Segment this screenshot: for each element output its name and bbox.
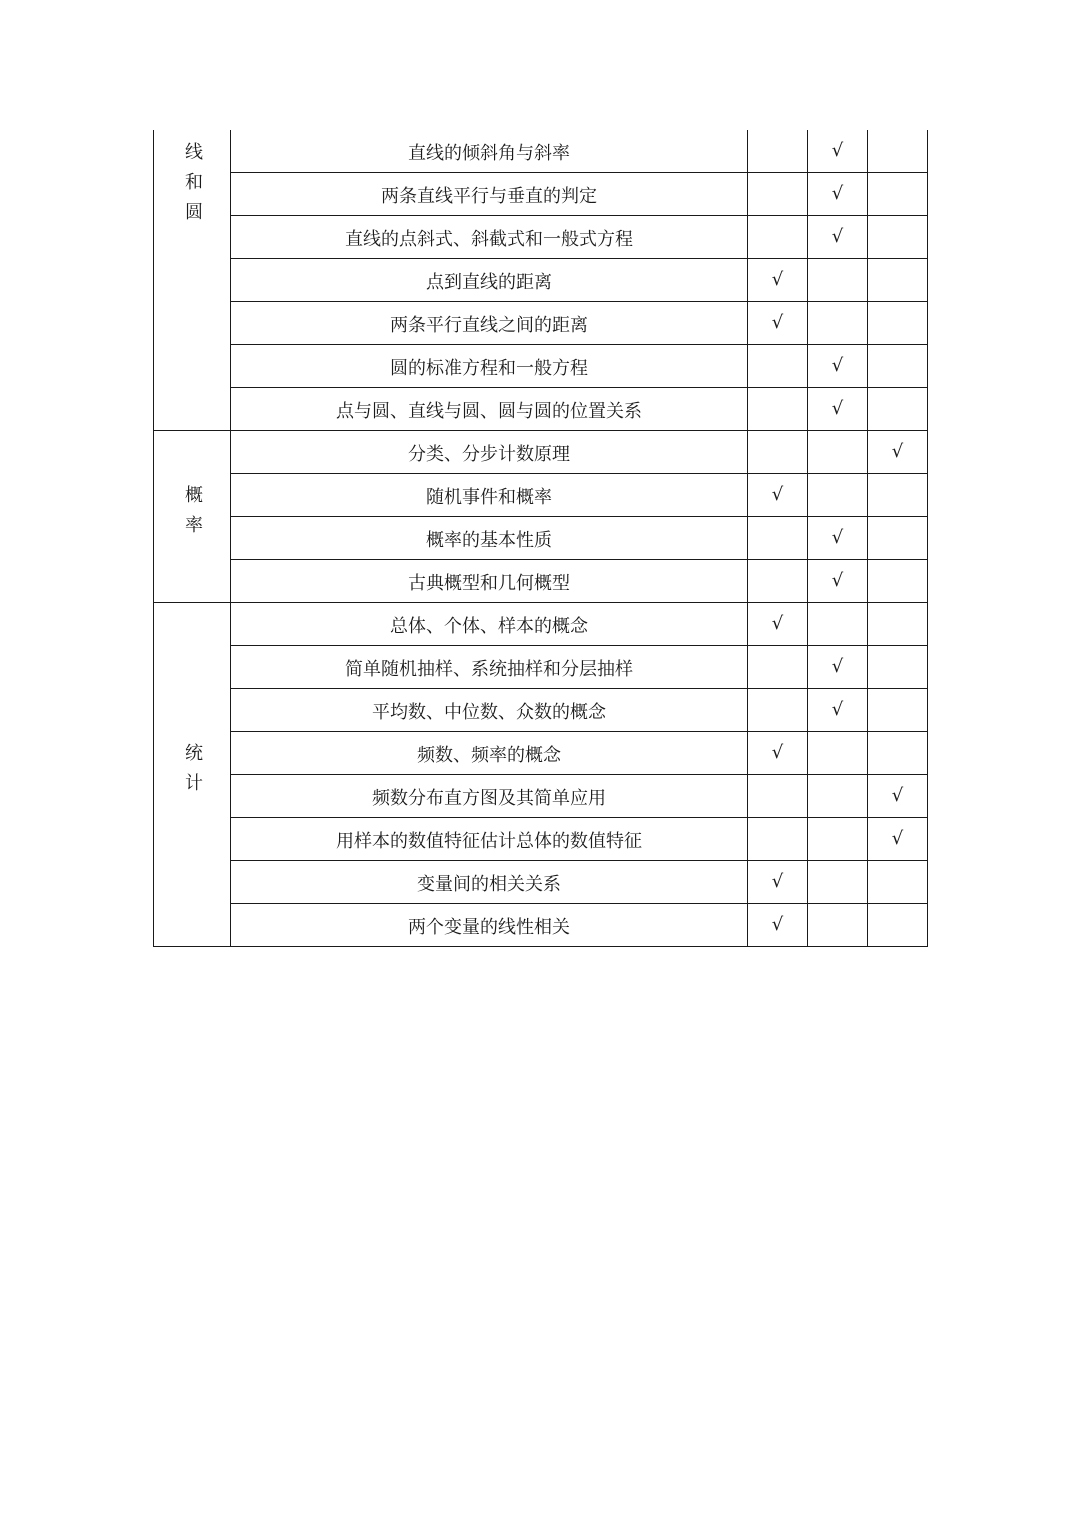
table-row bbox=[154, 388, 928, 431]
topic-cell: 简单随机抽样、系统抽样和分层抽样 bbox=[231, 646, 748, 689]
check-cell-2: √ bbox=[808, 646, 868, 689]
check-cell-3 bbox=[868, 904, 928, 947]
check-cell-3 bbox=[868, 517, 928, 560]
check-cell-3 bbox=[868, 646, 928, 689]
check-cell-3: √ bbox=[868, 775, 928, 818]
check-cell-1 bbox=[748, 818, 808, 861]
table-row bbox=[154, 173, 928, 216]
topic-cell: 总体、个体、样本的概念 bbox=[231, 603, 748, 646]
check-cell-2 bbox=[808, 904, 868, 947]
check-cell-1 bbox=[748, 431, 808, 474]
topic-cell: 平均数、中位数、众数的概念 bbox=[231, 689, 748, 732]
check-cell-2: √ bbox=[808, 388, 868, 431]
table-row bbox=[154, 861, 928, 904]
table-row bbox=[154, 474, 928, 517]
category-cell bbox=[154, 130, 231, 431]
table-row bbox=[154, 603, 928, 646]
topic-cell: 分类、分步计数原理 bbox=[231, 431, 748, 474]
check-cell-1: √ bbox=[748, 861, 808, 904]
topic-cell: 变量间的相关关系 bbox=[231, 861, 748, 904]
check-cell-2: √ bbox=[808, 216, 868, 259]
check-cell-3 bbox=[868, 173, 928, 216]
topic-cell: 圆的标准方程和一般方程 bbox=[231, 345, 748, 388]
check-cell-3 bbox=[868, 474, 928, 517]
check-cell-2: √ bbox=[808, 560, 868, 603]
topic-cell: 两条直线平行与垂直的判定 bbox=[231, 173, 748, 216]
check-cell-2 bbox=[808, 732, 868, 775]
table-row bbox=[154, 517, 928, 560]
table-row bbox=[154, 560, 928, 603]
check-cell-3 bbox=[868, 861, 928, 904]
check-cell-1: √ bbox=[748, 603, 808, 646]
check-cell-1 bbox=[748, 775, 808, 818]
check-cell-3 bbox=[868, 302, 928, 345]
check-cell-3 bbox=[868, 603, 928, 646]
check-cell-3 bbox=[868, 388, 928, 431]
check-cell-3 bbox=[868, 560, 928, 603]
curriculum-table bbox=[153, 130, 928, 947]
check-cell-2: √ bbox=[808, 130, 868, 173]
topic-cell: 点到直线的距离 bbox=[231, 259, 748, 302]
table-row bbox=[154, 732, 928, 775]
check-cell-3 bbox=[868, 259, 928, 302]
topic-cell: 随机事件和概率 bbox=[231, 474, 748, 517]
topic-cell: 频数、频率的概念 bbox=[231, 732, 748, 775]
table-row bbox=[154, 259, 928, 302]
check-cell-2 bbox=[808, 259, 868, 302]
check-cell-3: √ bbox=[868, 818, 928, 861]
table-row bbox=[154, 302, 928, 345]
check-cell-1 bbox=[748, 646, 808, 689]
check-cell-1 bbox=[748, 388, 808, 431]
check-cell-1 bbox=[748, 130, 808, 173]
topic-cell: 频数分布直方图及其简单应用 bbox=[231, 775, 748, 818]
topic-cell: 用样本的数值特征估计总体的数值特征 bbox=[231, 818, 748, 861]
check-cell-1 bbox=[748, 173, 808, 216]
check-cell-3 bbox=[868, 345, 928, 388]
topic-cell: 直线的倾斜角与斜率 bbox=[231, 130, 748, 173]
check-cell-2: √ bbox=[808, 173, 868, 216]
category-label: 线和圆 bbox=[182, 142, 203, 232]
check-cell-2: √ bbox=[808, 517, 868, 560]
table-row bbox=[154, 216, 928, 259]
check-cell-3 bbox=[868, 216, 928, 259]
table-body bbox=[154, 130, 928, 947]
check-cell-3 bbox=[868, 689, 928, 732]
check-cell-1: √ bbox=[748, 259, 808, 302]
check-cell-1: √ bbox=[748, 904, 808, 947]
check-cell-1 bbox=[748, 345, 808, 388]
category-label: 概率 bbox=[182, 484, 203, 545]
topic-cell: 古典概型和几何概型 bbox=[231, 560, 748, 603]
check-cell-1 bbox=[748, 216, 808, 259]
category-label: 统计 bbox=[182, 742, 203, 803]
table-row bbox=[154, 431, 928, 474]
table-row bbox=[154, 775, 928, 818]
check-cell-2: √ bbox=[808, 689, 868, 732]
topic-cell: 点与圆、直线与圆、圆与圆的位置关系 bbox=[231, 388, 748, 431]
check-cell-3 bbox=[868, 732, 928, 775]
category-cell bbox=[154, 603, 231, 947]
table-row bbox=[154, 646, 928, 689]
check-cell-2 bbox=[808, 861, 868, 904]
check-cell-1: √ bbox=[748, 474, 808, 517]
check-cell-2 bbox=[808, 818, 868, 861]
table-row bbox=[154, 904, 928, 947]
check-cell-1 bbox=[748, 560, 808, 603]
check-cell-2 bbox=[808, 474, 868, 517]
check-cell-3: √ bbox=[868, 431, 928, 474]
check-cell-1: √ bbox=[748, 302, 808, 345]
topic-cell: 直线的点斜式、斜截式和一般式方程 bbox=[231, 216, 748, 259]
check-cell-2 bbox=[808, 775, 868, 818]
table-row bbox=[154, 130, 928, 173]
table-row bbox=[154, 689, 928, 732]
check-cell-1 bbox=[748, 689, 808, 732]
category-cell bbox=[154, 431, 231, 603]
check-cell-1: √ bbox=[748, 732, 808, 775]
table-row bbox=[154, 818, 928, 861]
check-cell-2 bbox=[808, 302, 868, 345]
check-cell-2 bbox=[808, 431, 868, 474]
check-cell-2: √ bbox=[808, 345, 868, 388]
check-cell-3 bbox=[868, 130, 928, 173]
check-cell-1 bbox=[748, 517, 808, 560]
topic-cell: 两个变量的线性相关 bbox=[231, 904, 748, 947]
table-row bbox=[154, 345, 928, 388]
topic-cell: 概率的基本性质 bbox=[231, 517, 748, 560]
topic-cell: 两条平行直线之间的距离 bbox=[231, 302, 748, 345]
check-cell-2 bbox=[808, 603, 868, 646]
